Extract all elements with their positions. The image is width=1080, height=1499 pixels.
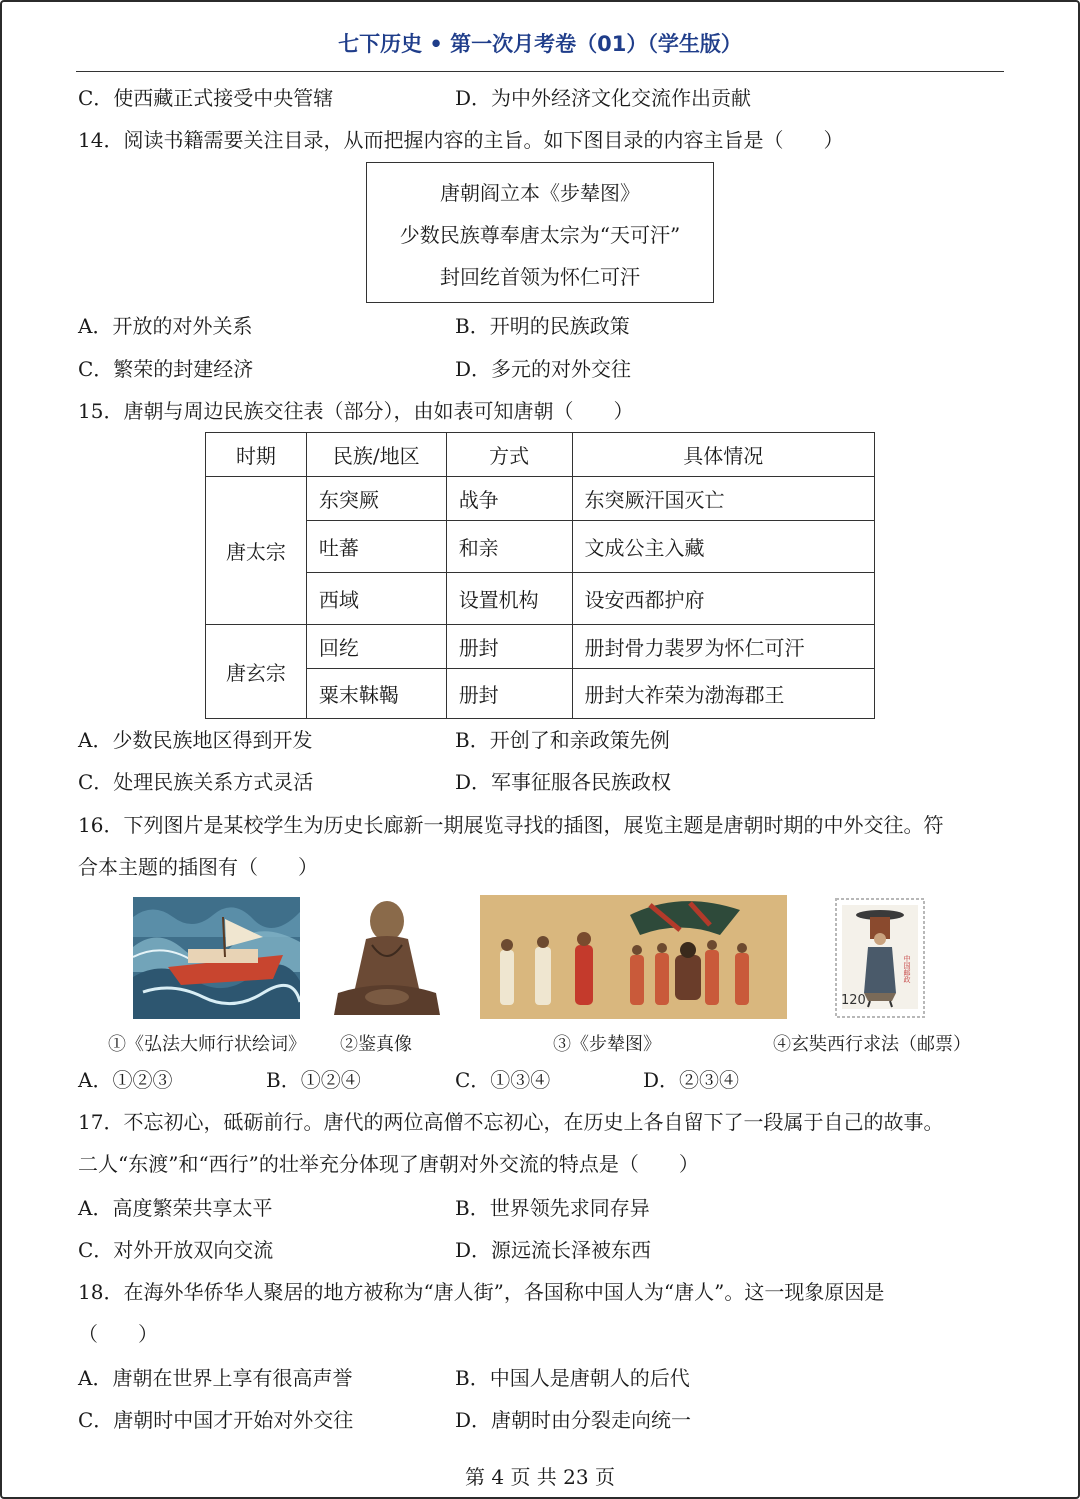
- table-cell: 册封骨力裴罗为怀仁可汗: [572, 625, 874, 669]
- page-footer: 第 4 页 共 23 页: [465, 1465, 615, 1489]
- table-row: [206, 477, 875, 521]
- table-period-cell: 唐玄宗: [206, 625, 307, 719]
- table-cell: 册封大祚荣为渤海郡王: [572, 669, 874, 719]
- q17-option-d: D．源远流长泽被东西: [455, 1238, 652, 1262]
- stamp-text-label: 中国邮政: [903, 955, 911, 983]
- q17-option-a: A．高度繁荣共享太平: [78, 1196, 273, 1220]
- table-header-row: [206, 433, 875, 477]
- q16-caption-1: ①《弘法大师行状绘词》: [108, 1034, 306, 1055]
- page-header-title: 七下历史 • 第一次月考卷（01）（学生版）: [338, 32, 742, 56]
- table-cell: 册封: [446, 669, 572, 719]
- q14-option-b: B．开明的民族政策: [455, 314, 630, 338]
- q16-caption-4: ④玄奘西行求法（邮票）: [773, 1034, 971, 1055]
- q16-option-a: A．①②③: [78, 1068, 173, 1092]
- q14-option-d: D．多元的对外交往: [455, 357, 632, 381]
- table-row: [206, 625, 875, 669]
- table-cell: 和亲: [446, 521, 572, 573]
- q13-option-d: D．为中外经济文化交流作出贡献: [455, 86, 752, 110]
- q17-option-b: B．世界领先求同存异: [455, 1196, 650, 1220]
- q17-stem-line-2: 二人“东渡”和“西行”的壮举充分体现了唐朝对外交流的特点是（ ）: [78, 1152, 699, 1176]
- q18-stem-line-1: 18．在海外华侨华人聚居的地方被称为“唐人街”，各国称中国人为“唐人”。这一现象原因是: [78, 1280, 885, 1304]
- table-header-cell: 具体情况: [572, 433, 874, 477]
- q17-option-c: C．对外开放双向交流: [78, 1238, 274, 1262]
- q14-stem: 14．阅读书籍需要关注目录，从而把握内容的主旨。如下图目录的内容主旨是（ ）: [78, 128, 844, 152]
- table-row: [206, 669, 875, 719]
- q15-option-a: A．少数民族地区得到开发: [78, 728, 313, 752]
- q14-toc-line-3: 封回纥首领为怀仁可汗: [440, 265, 640, 289]
- table-cell: 设安西都护府: [572, 573, 874, 625]
- q15-option-d: D．军事征服各民族政权: [455, 770, 672, 794]
- q16-stem-line-2: 合本主题的插图有（ ）: [78, 855, 318, 879]
- table-cell: 战争: [446, 477, 572, 521]
- table-cell: 西域: [306, 573, 446, 625]
- table-header-cell: 方式: [446, 433, 572, 477]
- q18-option-c: C．唐朝时中国才开始对外交往: [78, 1408, 354, 1432]
- q15-option-b: B．开创了和亲政策先例: [455, 728, 670, 752]
- q15-exchange-table: [205, 432, 875, 719]
- q18-stem-line-2: （ ）: [78, 1322, 158, 1346]
- q15-option-c: C．处理民族关系方式灵活: [78, 770, 314, 794]
- q14-option-c: C．繁荣的封建经济: [78, 357, 254, 381]
- q13-option-c: C．使西藏正式接受中央管辖: [78, 86, 334, 110]
- q16-caption-3: ③《步辇图》: [553, 1034, 661, 1055]
- q14-toc-box: [366, 162, 714, 303]
- table-cell: 东突厥汗国灭亡: [572, 477, 874, 521]
- q14-option-a: A．开放的对外关系: [78, 314, 253, 338]
- q14-toc-line-1: 唐朝阎立本《步辇图》: [440, 181, 640, 205]
- table-row: [206, 573, 875, 625]
- table-header-cell: 时期: [206, 433, 307, 477]
- table-cell: 东突厥: [306, 477, 446, 521]
- table-header-cell: 民族/地区: [306, 433, 446, 477]
- table-cell: 吐蕃: [306, 521, 446, 573]
- ship-painting-image: [133, 897, 300, 1019]
- table-row: [206, 521, 875, 573]
- q18-option-b: B．中国人是唐朝人的后代: [455, 1366, 690, 1390]
- jianzhen-statue-image: [328, 897, 446, 1019]
- bunian-tu-painting-image: [480, 895, 787, 1019]
- q16-option-d: D．②③④: [643, 1068, 740, 1092]
- header-rule: [76, 71, 1004, 72]
- q16-option-c: C．①③④: [455, 1068, 551, 1092]
- q14-toc-line-2: 少数民族尊奉唐太宗为“天可汗”: [399, 223, 681, 247]
- xuanzang-stamp-image: [834, 897, 926, 1019]
- q18-option-d: D．唐朝时由分裂走向统一: [455, 1408, 692, 1432]
- q18-option-a: A．唐朝在世界上享有很高声誉: [78, 1366, 353, 1390]
- q16-option-b: B．①②④: [266, 1068, 361, 1092]
- table-cell: 设置机构: [446, 573, 572, 625]
- table-cell: 回纥: [306, 625, 446, 669]
- table-cell: 文成公主入藏: [572, 521, 874, 573]
- q15-stem: 15．唐朝与周边民族交往表（部分），由如表可知唐朝（ ）: [78, 399, 634, 423]
- q16-stem-line-1: 16．下列图片是某校学生为历史长廊新一期展览寻找的插图，展览主题是唐朝时期的中外交往。符: [78, 813, 944, 837]
- q17-stem-line-1: 17．不忘初心，砥砺前行。唐代的两位高僧不忘初心，在历史上各自留下了一段属于自己的故事。: [78, 1110, 944, 1134]
- table-period-cell: 唐太宗: [206, 477, 307, 625]
- table-cell: 册封: [446, 625, 572, 669]
- table-cell: 粟末靺鞨: [306, 669, 446, 719]
- stamp-value-label: 120: [841, 993, 866, 1008]
- q16-caption-2: ②鉴真像: [340, 1034, 412, 1055]
